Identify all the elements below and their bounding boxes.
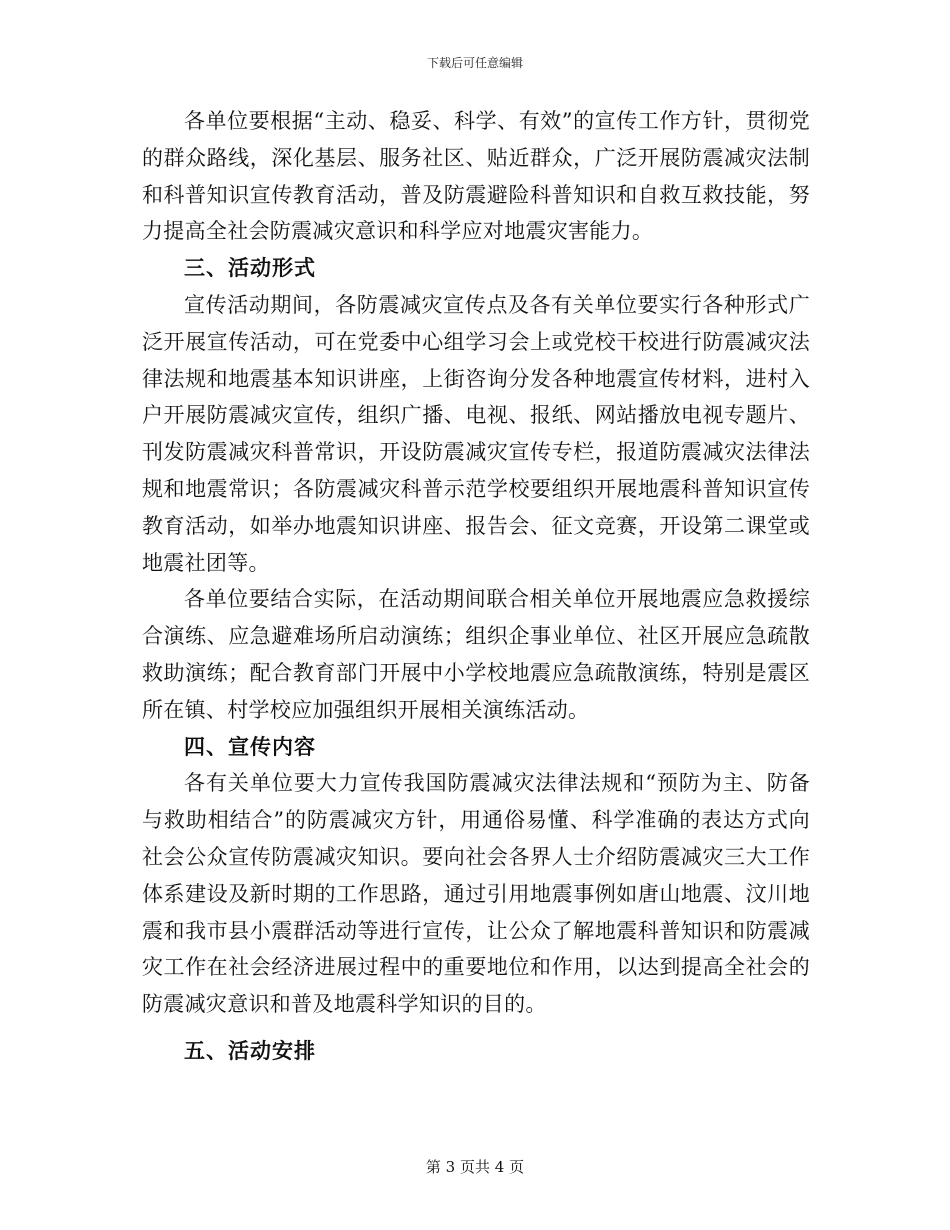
document-body xyxy=(142,103,810,1070)
section-heading-arrangement: 五、活动安排 xyxy=(184,1037,316,1063)
page-number: 第 3 页共 4 页 xyxy=(425,1158,525,1176)
spacer xyxy=(142,1023,810,1033)
section-heading-activity-forms: 三、活动形式 xyxy=(184,255,316,281)
paragraph-drills: 各单位要结合实际，在活动期间联合相关单位开展地震应急救援综合演练、应急避难场所启动演练；组织企事业单位、社区开展应急疏散救助演练；配合教育部门开展中小学校地震应急疏散演练，特别是震区所在镇、村学校应加强组织开展相关演练活动。 xyxy=(142,587,810,722)
paragraph-policy: 各单位要根据“主动、稳妥、科学、有效”的宣传工作方针，贯彻党的群众路线，深化基层、服务社区、贴近群众，广泛开展防震减灾法制和科普知识宣传教育活动，普及防震避险科普知识和自救互救技能，努力提高全社会防震减灾意识和科学应对地震灾害能力。 xyxy=(142,109,810,244)
section-heading-publicity-content: 四、宣传内容 xyxy=(184,733,316,759)
paragraph-publicity-content: 各有关单位要大力宣传我国防震减灾法律法规和“预防为主、防备与救助相结合”的防震减灾方针，用通俗易懂、科学准确的表达方式向社会公众宣传防震减灾知识。要向社会各界人士介绍防震减灾三大工作体系建设及新时期的工作思路，通过引用地震事例如唐山地震、汶川地震和我市县小震群活动等进行宣传，让公众了解地震科普知识和防震减灾工作在社会经济进展过程中的重要地位和作用，以达到提高全社会的防震减灾意识和普及地震科学知识的目的。 xyxy=(142,771,810,1017)
page-header: 下载后可任意编辑 xyxy=(426,56,523,70)
paragraph-activity-forms: 宣传活动期间，各防震减灾宣传点及各有关单位要实行各种形式广泛开展宣传活动，可在党委中心组学习会上或党校干校进行防震减灾法律法规和地震基本知识讲座，上街咨询分发各种地震宣传材料，进村入户开展防震减灾宣传，组织广播、电视、报纸、网站播放电视专题片、刊发防震减灾科普常识，开设防震减灾宣传专栏，报道防震减灾法律法规和地震常识；各防震减灾科普示范学校要组织开展地震科普知识宣传教育活动，如举办地震知识讲座、报告会、征文竞赛，开设第二课堂或地震社团等。 xyxy=(142,292,810,575)
